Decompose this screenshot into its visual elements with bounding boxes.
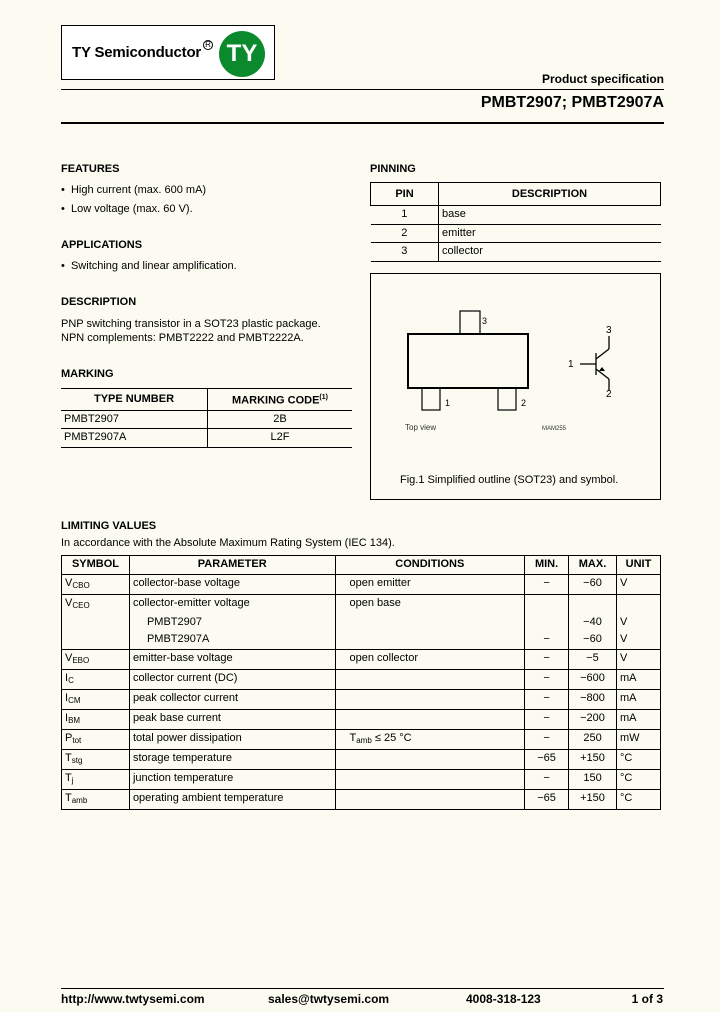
limiting-intro: In accordance with the Absolute Maximum Rating System (IEC 134). xyxy=(61,537,395,549)
table-row: 2 emitter xyxy=(371,224,661,243)
package-pin-3 xyxy=(460,311,480,334)
col-parameter: PARAMETER xyxy=(129,556,335,575)
col-symbol: SYMBOL xyxy=(62,556,130,575)
feature-item: • High current (max. 600 mA) xyxy=(61,184,207,196)
applications-heading: APPLICATIONS xyxy=(61,239,143,251)
pnp-transistor-symbol xyxy=(580,336,609,391)
table-row: PMBT2907 2B xyxy=(61,410,352,429)
table-row: 3 collector xyxy=(371,243,661,262)
symbol-label-1: 1 xyxy=(568,359,574,370)
symbol-label-3: 3 xyxy=(606,325,612,336)
table-row: $T_j$ junction temperature − 150 °C xyxy=(62,769,661,789)
table-row: $I_{BM}$ peak base current − −200 mA xyxy=(62,709,661,729)
title-rule xyxy=(61,122,664,124)
table-row: $V_{EBO}$ emitter-base voltage open collector − −5 V xyxy=(62,649,661,669)
col-min: MIN. xyxy=(525,556,569,575)
top-view-label: Top view xyxy=(405,423,437,432)
description-line: NPN complements: PMBT2222 and PMBT2222A. xyxy=(61,332,304,344)
description-heading: DESCRIPTION xyxy=(61,296,137,308)
footer-rule xyxy=(61,988,664,989)
col-max: MAX. xyxy=(569,556,617,575)
description-line: PNP switching transistor in a SOT23 plastic package. xyxy=(61,318,321,330)
table-row: $I_{CM}$ peak collector current − −800 mA xyxy=(62,689,661,709)
table-row: PMBT2907A − −60 V xyxy=(62,631,661,649)
package-body xyxy=(408,334,528,388)
table-row: $P_{tot}$ total power dissipation $T_{amb} \le 25$ °C − 250 mW xyxy=(62,729,661,749)
footer-url[interactable]: http://www.twtysemi.com xyxy=(61,992,205,1006)
figure-caption: Fig.1 Simplified outline (SOT23) and symbol. xyxy=(400,474,619,486)
figure-code: MAM255 xyxy=(542,426,567,432)
footer-email[interactable]: sales@twtysemi.com xyxy=(268,992,390,1006)
marking-heading: MARKING xyxy=(61,368,114,380)
feature-item: • Low voltage (max. 60 V). xyxy=(61,203,193,215)
table-row: $T_{stg}$ storage temperature −65 +150 °C xyxy=(62,749,661,769)
table-row: 1 base xyxy=(371,206,661,225)
features-heading: FEATURES xyxy=(61,163,120,175)
col-conditions: CONDITIONS xyxy=(335,556,525,575)
document-type: Product specification xyxy=(541,72,664,86)
part-numbers: PMBT2907; PMBT2907A xyxy=(480,94,664,111)
package-label-1: 1 xyxy=(445,398,451,408)
table-row: $T_{amb}$ operating ambient temperature −65 +150 °C xyxy=(62,789,661,809)
limiting-values-table xyxy=(61,555,661,810)
sot23-figure xyxy=(370,273,661,500)
application-item: • Switching and linear amplification. xyxy=(61,260,237,272)
package-label-2: 2 xyxy=(521,398,527,408)
pin-col-desc: DESCRIPTION xyxy=(439,183,661,206)
company-name: TY Semiconductor xyxy=(72,44,202,61)
footer-phone: 4008-318-123 xyxy=(466,992,541,1006)
table-row: $V_{CEO}$ collector-emitter voltage open base xyxy=(62,594,661,614)
marking-col-code: MARKING CODE$^{(1)}$ xyxy=(208,389,353,411)
marking-col-type: TYPE NUMBER xyxy=(61,389,208,411)
package-pin-1 xyxy=(422,388,440,410)
table-row: $I_C$ collector current (DC) − −600 mA xyxy=(62,669,661,689)
header-rule xyxy=(61,89,664,90)
table-row: $V_{CBO}$ collector-base voltage open emitter − −60 V xyxy=(62,574,661,594)
package-pin-2 xyxy=(498,388,516,410)
col-unit: UNIT xyxy=(616,556,660,575)
limiting-heading: LIMITING VALUES xyxy=(61,520,157,532)
pinning-heading: PINNING xyxy=(370,163,416,175)
marking-table xyxy=(61,388,352,448)
table-row: PMBT2907A L2F xyxy=(61,429,352,448)
symbol-label-2: 2 xyxy=(606,389,612,400)
pin-col-pin: PIN xyxy=(371,183,439,206)
page-number: 1 of 3 xyxy=(631,992,663,1006)
registered-mark: R xyxy=(203,40,213,50)
pinning-table xyxy=(370,182,661,262)
company-logo: TY xyxy=(219,31,265,77)
package-label-3: 3 xyxy=(482,316,488,326)
table-row: PMBT2907 −40 V xyxy=(62,614,661,632)
